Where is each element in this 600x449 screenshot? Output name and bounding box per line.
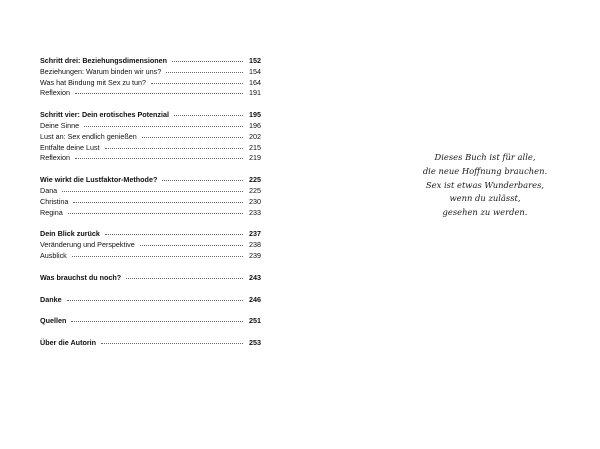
dedication — [370, 151, 600, 220]
toc-page-number: 253 — [249, 338, 261, 348]
toc-heading — [40, 295, 261, 306]
toc-leader-dots — [71, 321, 243, 322]
toc-leader-dots — [172, 61, 243, 62]
toc-entry — [40, 153, 261, 164]
toc-page-number: 239 — [249, 250, 261, 260]
toc-entry-title: Beziehungen: Warum binden wir uns? — [40, 66, 162, 76]
toc-heading — [40, 273, 261, 284]
toc-entry — [40, 186, 261, 197]
toc-page-number: 215 — [249, 142, 261, 152]
toc-leader-dots — [75, 158, 243, 159]
toc-leader-dots — [68, 213, 243, 214]
toc-entry-title: Was hat Bindung mit Sex zu tun? — [40, 77, 147, 87]
toc-page-number: 251 — [249, 316, 261, 326]
toc-page-number: 196 — [249, 120, 261, 130]
toc-heading-title: Dein Blick zurück — [40, 229, 100, 239]
toc-entry — [40, 132, 261, 143]
toc-leader-dots — [73, 202, 243, 203]
toc-section — [40, 56, 261, 99]
toc-heading — [40, 338, 261, 349]
toc-heading — [40, 316, 261, 327]
toc-entry-title: Reflexion — [40, 153, 70, 163]
dedication-line: wenn du zulässt, — [449, 193, 521, 204]
dedication-line: Sex ist etwas Wunderbares, — [425, 179, 545, 190]
toc-heading-title: Schritt drei: Beziehungsdimensionen — [40, 56, 167, 65]
toc-leader-dots — [151, 83, 243, 84]
table-of-contents — [40, 56, 261, 360]
toc-entry-title: Regina — [40, 207, 63, 217]
toc-page-number: 225 — [249, 175, 261, 185]
dedication-line: Dieses Buch ist für alle, — [434, 152, 536, 162]
toc-heading — [40, 175, 261, 186]
toc-page-number: 152 — [249, 56, 261, 65]
toc-leader-dots — [142, 137, 243, 138]
toc-page-number: 202 — [249, 131, 261, 141]
toc-page-number: 230 — [249, 196, 261, 206]
toc-section — [40, 338, 261, 349]
toc-section — [40, 229, 261, 261]
toc-page-number: 219 — [249, 153, 261, 163]
toc-entry — [40, 143, 261, 154]
toc-leader-dots — [84, 126, 243, 127]
toc-page-number: 233 — [249, 207, 261, 217]
toc-heading-title: Danke — [40, 294, 62, 304]
toc-entry-title: Entfalte deine Lust — [40, 142, 100, 152]
toc-entry-title: Christina — [40, 196, 69, 206]
toc-entry — [40, 251, 261, 262]
toc-page-number: 154 — [249, 66, 261, 76]
toc-entry-title: Lust an: Sex endlich genießen — [40, 131, 137, 141]
toc-heading — [40, 110, 261, 121]
toc-page-number: 243 — [249, 272, 261, 282]
toc-heading-title: Wie wirkt die Lustfaktor-Methode? — [40, 175, 158, 185]
toc-leader-dots — [72, 256, 243, 257]
toc-heading-title: Schritt vier: Dein erotisches Potenzial — [40, 110, 170, 120]
toc-entry — [40, 121, 261, 132]
toc-heading-title: Was brauchst du noch? — [40, 272, 122, 282]
toc-entry-title: Dana — [40, 185, 58, 195]
toc-entry-title: Reflexion — [40, 88, 70, 98]
toc-entry — [40, 78, 261, 89]
toc-section — [40, 295, 261, 306]
toc-page-number: 238 — [249, 240, 261, 250]
toc-leader-dots — [140, 245, 243, 246]
toc-leader-dots — [162, 180, 243, 181]
dedication-line: gesehen zu werden. — [442, 207, 528, 218]
toc-leader-dots — [105, 234, 243, 235]
right-page — [300, 0, 600, 449]
toc-entry-title: Veränderung und Perspektive — [40, 240, 135, 250]
toc-heading-title: Quellen — [40, 316, 67, 326]
toc-entry — [40, 67, 261, 78]
toc-page-number: 237 — [249, 229, 261, 239]
toc-page-number: 191 — [249, 88, 261, 98]
toc-leader-dots — [75, 93, 243, 94]
toc-page-number: 225 — [249, 185, 261, 195]
toc-entry — [40, 88, 261, 99]
toc-heading — [40, 56, 261, 67]
toc-section — [40, 316, 261, 327]
toc-page-number: 195 — [249, 110, 261, 120]
toc-heading-title: Über die Autorin — [40, 338, 97, 348]
toc-entry — [40, 240, 261, 251]
toc-entry-title: Ausblick — [40, 250, 67, 260]
toc-section — [40, 175, 261, 218]
toc-heading — [40, 229, 261, 240]
toc-leader-dots — [174, 115, 243, 116]
toc-page-number: 246 — [249, 294, 261, 304]
toc-leader-dots — [101, 343, 243, 344]
toc-page-number: 164 — [249, 77, 261, 87]
toc-section — [40, 273, 261, 284]
toc-leader-dots — [62, 191, 243, 192]
toc-entry — [40, 197, 261, 208]
toc-leader-dots — [67, 300, 243, 301]
toc-entry-title: Deine Sinne — [40, 120, 80, 130]
dedication-line: die neue Hoffnung brauchen. — [422, 165, 548, 176]
toc-leader-dots — [126, 278, 243, 279]
toc-section — [40, 110, 261, 164]
toc-entry — [40, 208, 261, 219]
toc-leader-dots — [166, 72, 243, 73]
toc-leader-dots — [105, 148, 243, 149]
